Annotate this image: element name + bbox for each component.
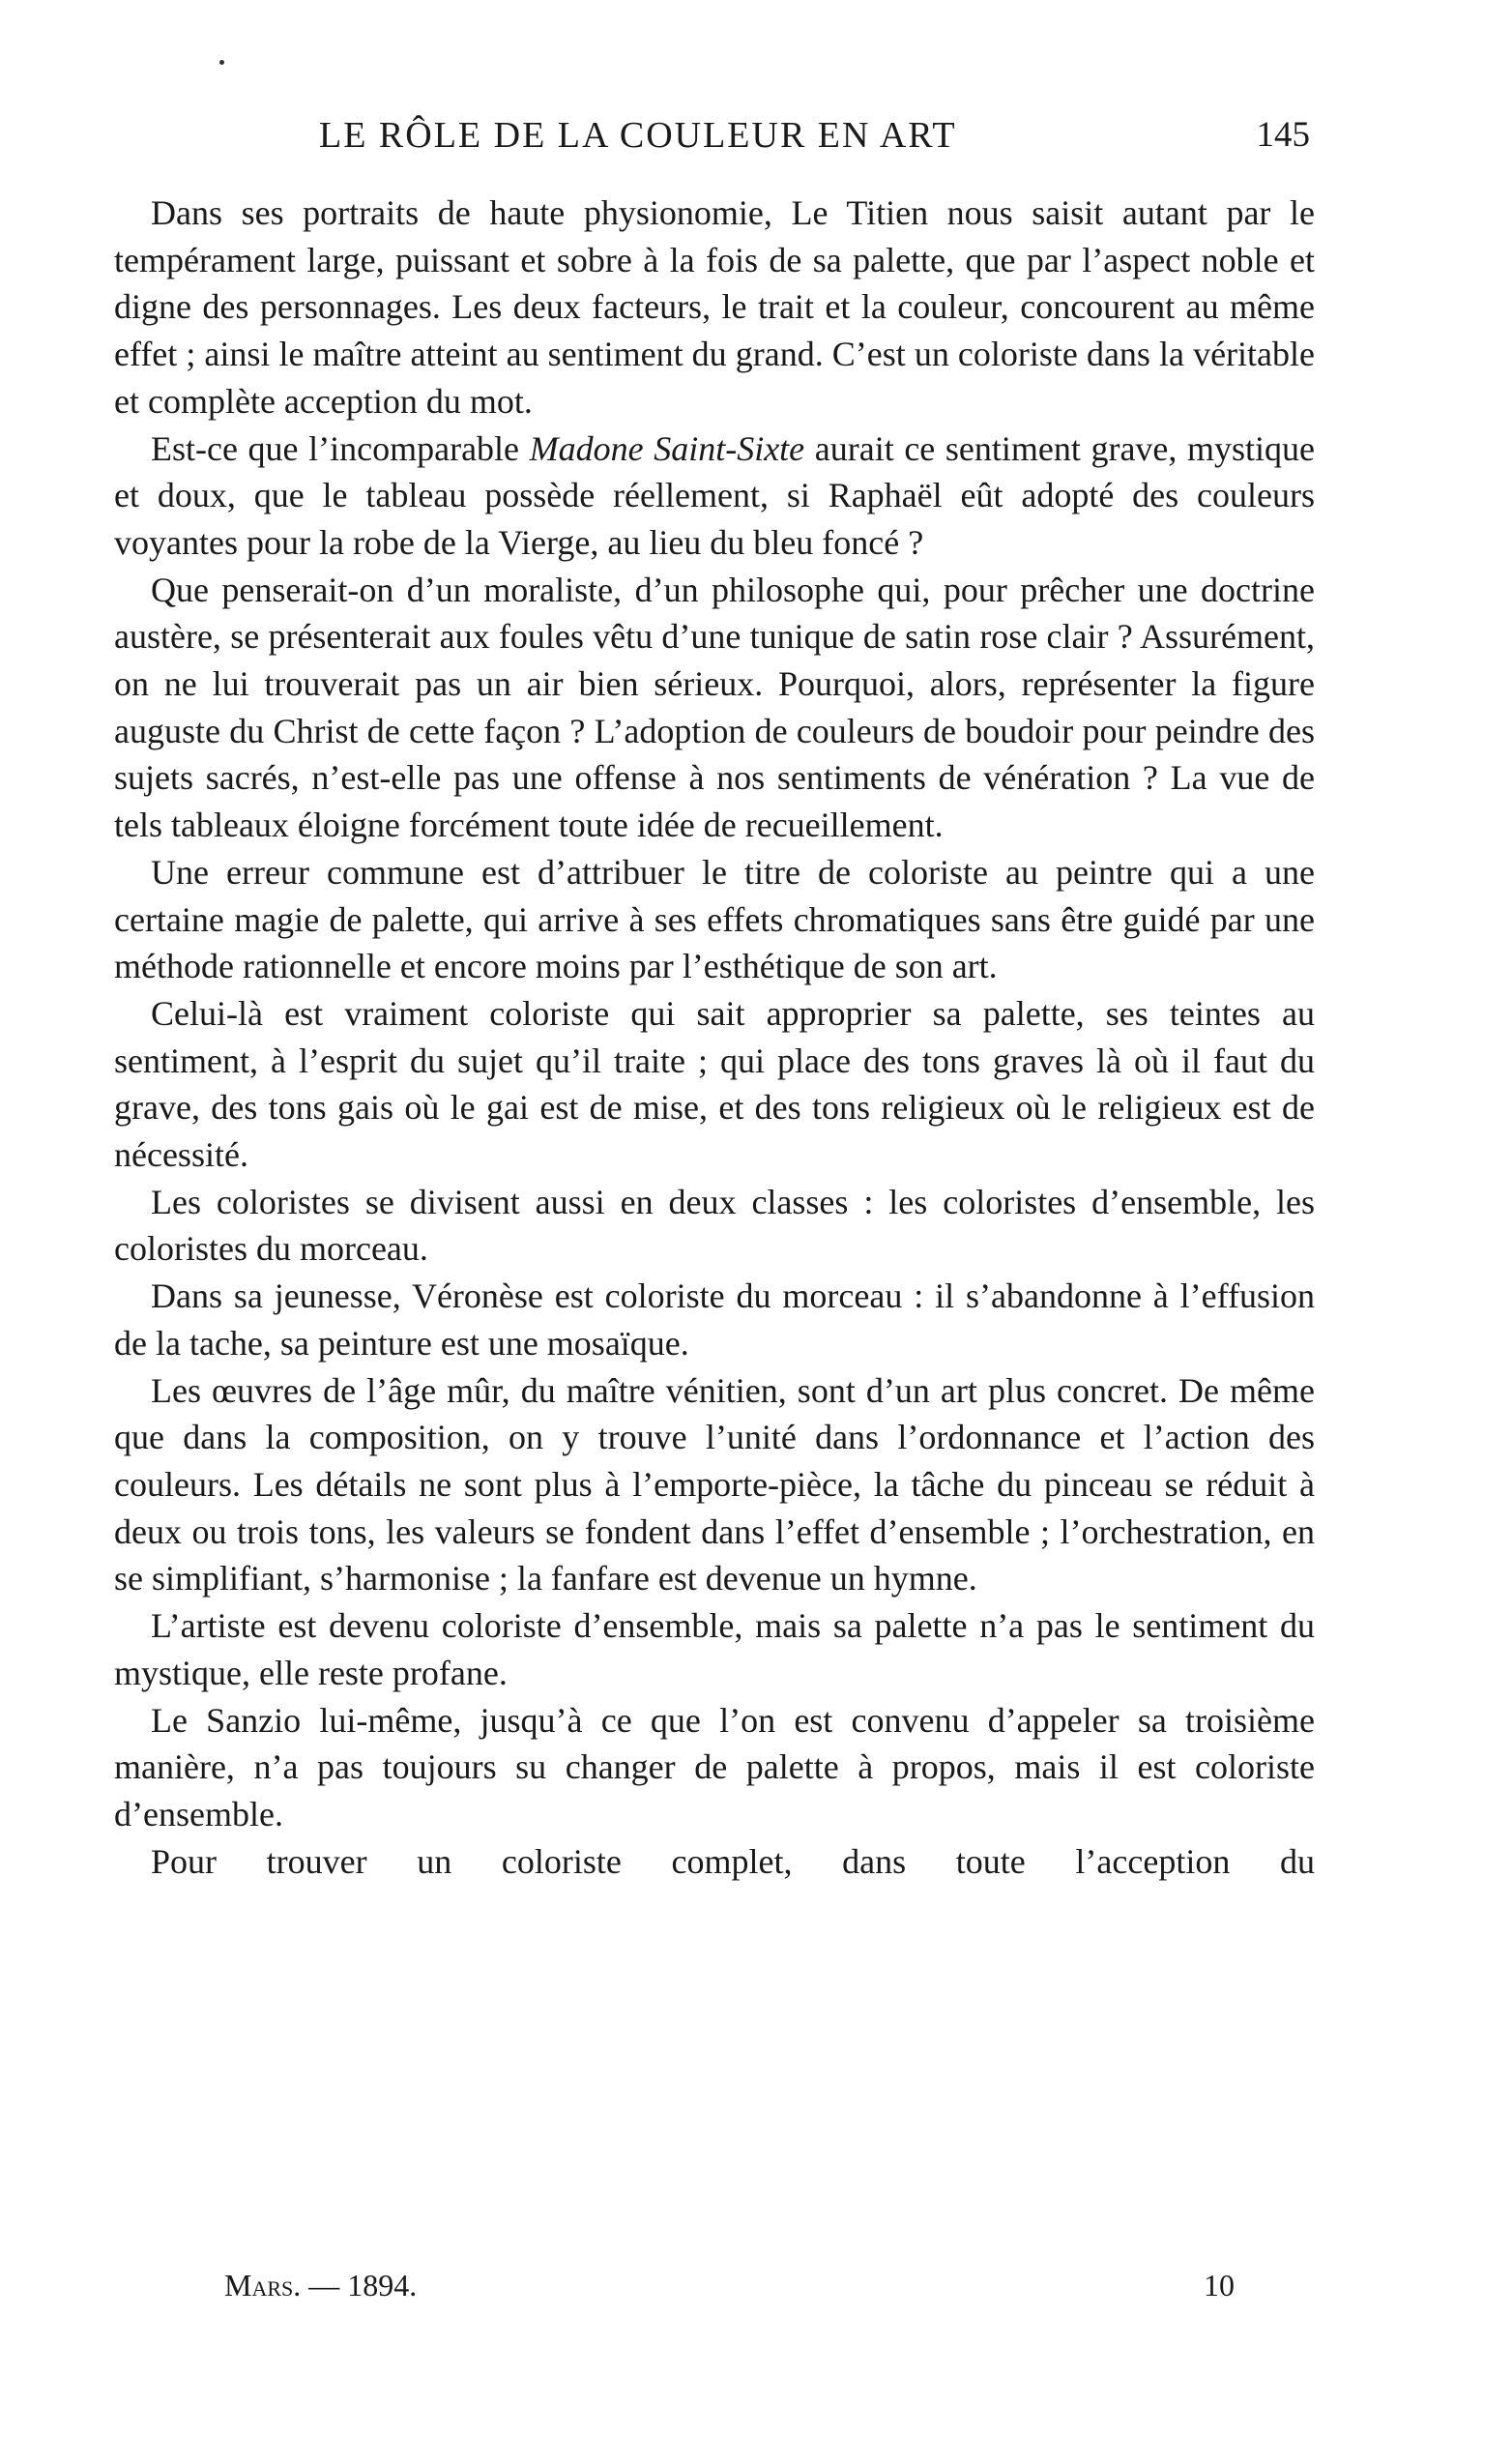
paragraph: Une erreur commune est d’attribuer le titre de coloriste au peintre qui a une certaine magie de palette, qui arrive à ses effets chromatiques sans être guidé par une méthode rationnelle et encore moins par l’esthétique de son art. [114, 852, 1315, 986]
ink-speck [219, 60, 224, 65]
running-title: LE RÔLE DE LA COULEUR EN ART [319, 115, 957, 156]
paragraph: Les œuvres de l’âge mûr, du maître vénitien, sont d’un art plus concret. De même que dans la composition, on y trouve l’unité dans l’ordonnance et l’action des couleurs. Les détails ne sont plus à l’emporte-pièce, la tâche du pinceau se réduit à deux ou trois tons, les valeurs se fondent dans l’effet d’ensemble ; l’orchestration, en se simplifiant, s’harmonise ; la fanfare est devenue un hymne. [114, 1370, 1315, 1599]
page-number: 145 [1256, 115, 1310, 155]
signature-mark: Mars. — 1894. [224, 2268, 418, 2303]
running-head [319, 114, 1310, 162]
paragraph: Dans ses portraits de haute physionomie, Le Titien nous saisit autant par le tempérament large, puissant et sobre à la fois de sa palette, que par l’aspect noble et digne des personnages. Les deux facteurs, le trait et la couleur, concourent au même effet ; ainsi le maître atteint au sentiment du grand. C’est un coloriste dans la véritable et complète acception du mot. [114, 193, 1315, 421]
paragraph: Pour trouver un coloriste complet, dans toute l’acception du [151, 1841, 1315, 1881]
paragraph: Celui-là est vraiment coloriste qui sait approprier sa palette, ses teintes au sentiment, à l’esprit du sujet qu’il traite ; qui place des tons graves là où il faut du grave, des tons gais où le gai est de mise, et des tons religieux où le religieux est de nécessité. [114, 993, 1315, 1175]
paragraph [114, 425, 1315, 567]
page-footer [224, 2268, 1235, 2316]
paragraph: Dans sa jeunesse, Véronèse est coloriste du morceau : il s’abandonne à l’effusion de la tache, sa peinture est une mosaïque. [114, 1276, 1315, 1363]
paragraph: Le Sanzio lui-même, jusqu’à ce que l’on est convenu d’appeler sa troisième manière, n’a pas toujours su changer de palette à propos, mais il est coloriste d’ensemble. [114, 1700, 1315, 1833]
paragraph: Que penserait-on d’un moraliste, d’un philosophe qui, pour prêcher une doctrine austère, se présenterait aux foules vêtu d’une tunique de satin rose clair ? Assurément, on ne lui trouverait pas un air bien sérieux. Pourquoi, alors, représenter la figure auguste du Christ de cette façon ? L’adoption de couleurs de boudoir pour peindre des sujets sacrés, n’est-elle pas une offense à nos sentiments de vénération ? La vue de tels tableaux éloigne forcément toute idée de recueillement. [114, 570, 1315, 845]
sheet-number: 10 [1204, 2268, 1235, 2303]
artwork-title: Madone Saint-Sixte [529, 428, 805, 468]
body-text [114, 190, 1315, 1885]
paragraph-text: aurait ce sentiment grave, mystique et doux, que le tableau possède réellement, si Raphaël eût adopté des couleurs voyantes pour la robe de la Vierge, au lieu du bleu foncé ? [114, 428, 1316, 562]
paragraph-text: Est-ce que l’incomparable [151, 428, 530, 468]
paragraph: L’artiste est devenu coloriste d’ensemble, mais sa palette n’a pas le sentiment du mystique, elle reste profane. [114, 1606, 1315, 1692]
paragraph: Les coloristes se divisent aussi en deux classes : les coloristes d’ensemble, les coloristes du morceau. [114, 1182, 1315, 1269]
